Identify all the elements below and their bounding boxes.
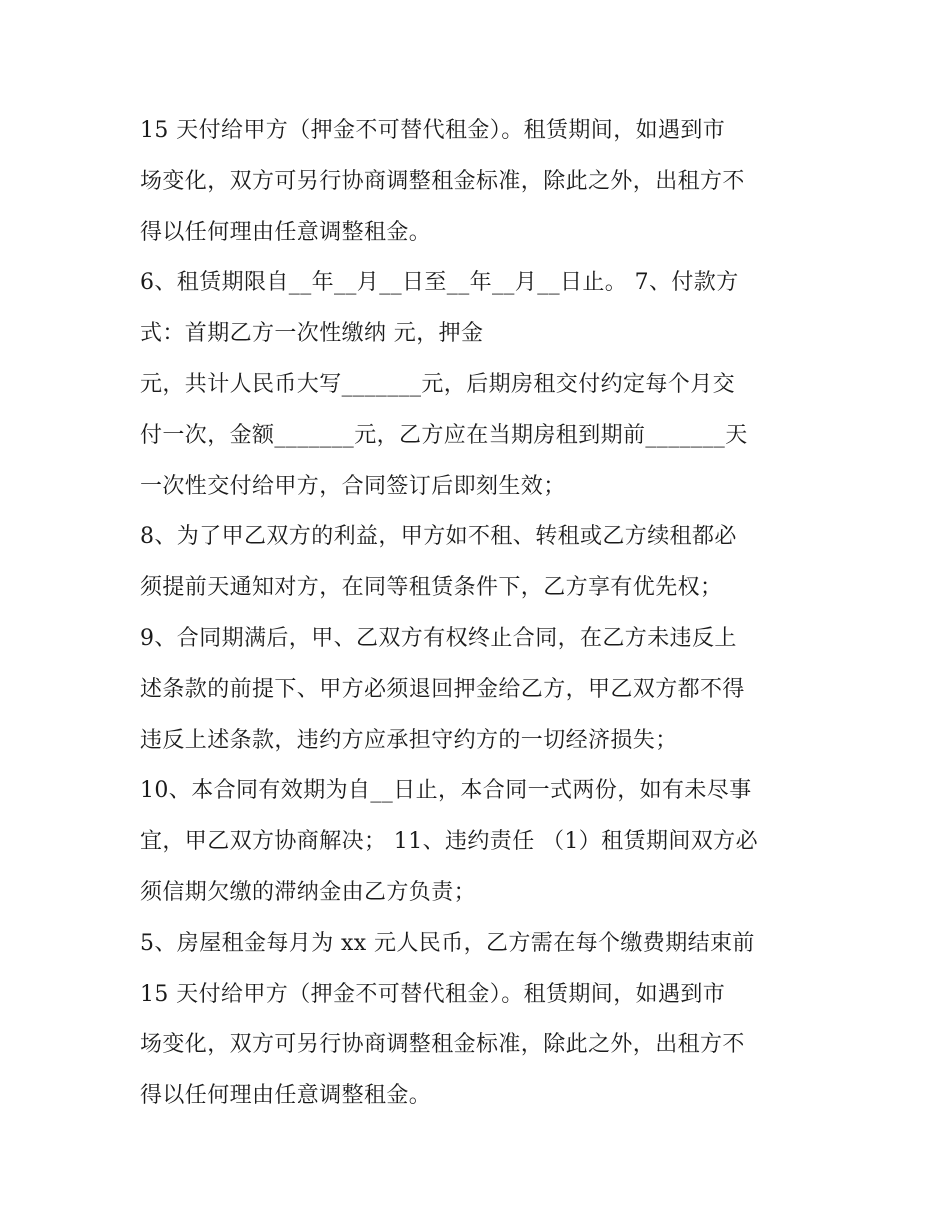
text-line: 场变化，双方可另行协商调整租金标准，除此之外，出租方不 bbox=[140, 168, 745, 194]
text-line: 15 天付给甲方（押金不可替代租金）。租赁期间，如遇到市 bbox=[140, 118, 726, 143]
text-line: 宜，甲乙双方协商解决； 11、违约责任 （1）租赁期间双方必 bbox=[140, 829, 758, 855]
text-line: 6、租赁期限自__年__月__日至__年__月__日止。 7、付款方 bbox=[140, 270, 739, 296]
text-line: 15 天付给甲方（押金不可替代租金）。租赁期间，如遇到市 bbox=[140, 981, 726, 1007]
text-line: 违反上述条款，违约方应承担守约方的一切经济损失； bbox=[140, 727, 678, 753]
text-line: 场变化，双方可另行协商调整租金标准，除此之外，出租方不 bbox=[140, 1032, 745, 1058]
text-line: 述条款的前提下、甲方必须退回押金给乙方，甲乙双方都不得 bbox=[140, 676, 745, 702]
text-line: 10、本合同有效期为自__日止，本合同一式两份，如有未尽事 bbox=[140, 778, 752, 804]
text-line: 8、为了甲乙双方的利益，甲方如不租、转租或乙方续租都必 bbox=[140, 524, 737, 550]
text-line: 5、房屋租金每月为 xx 元人民币，乙方需在每个缴费期结束前 bbox=[140, 930, 755, 956]
text-line: 得以任何理由任意调整租金。 bbox=[140, 219, 432, 245]
text-line: 元，共计人民币大写_______元，后期房租交付约定每个月交 bbox=[140, 371, 736, 397]
text-line: 一次性交付给甲方，合同签订后即刻生效； bbox=[140, 473, 566, 499]
text-line: 得以任何理由任意调整租金。 bbox=[140, 1083, 432, 1109]
contract-body bbox=[140, 106, 820, 1122]
text-line: 须提前天通知对方，在同等租赁条件下，乙方享有优先权； bbox=[140, 575, 723, 601]
text-line: 付一次，金额_______元，乙方应在当期房租到期前_______天 bbox=[140, 422, 748, 448]
text-line: 须信期欠缴的滞纳金由乙方负责； bbox=[140, 879, 477, 905]
text-line: 9、合同期满后，甲、乙双方有权终止合同，在乙方未违反上 bbox=[140, 625, 737, 651]
text-line: 式：首期乙方一次性缴纳 元，押金 bbox=[140, 321, 484, 347]
